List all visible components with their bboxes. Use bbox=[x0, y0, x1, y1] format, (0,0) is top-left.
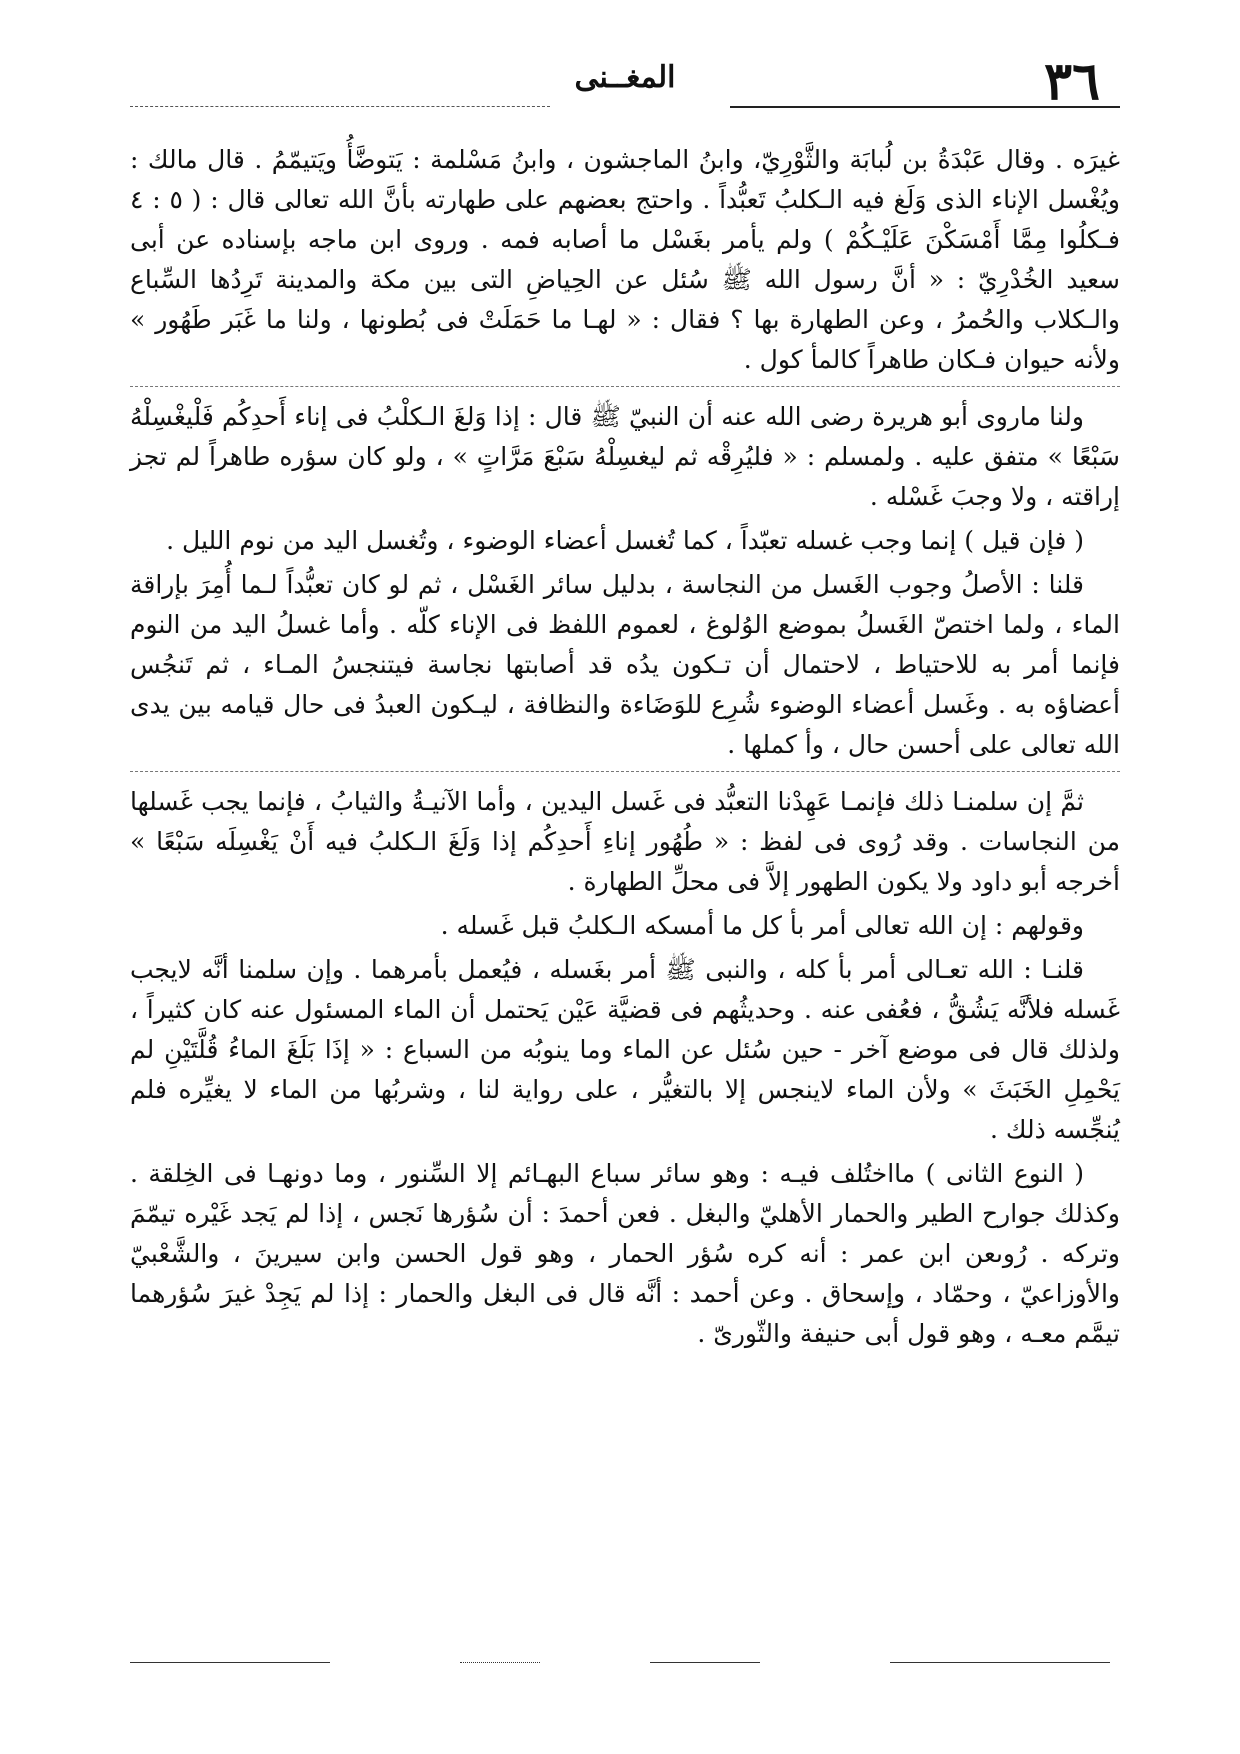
paragraph: قلنا : الأصلُ وجوب الغَسل من النجاسة ، بدليل سائر الغَسْل ، ثم لو كان تعبُّداً لـما أُمِرَ بإراقة الماء ، ولما اختصّ الغَسلُ بموضع الوُلوغ ، لعموم اللفظ فى الإناء كلّه . وأما غسلُ اليد من النوم فإنما أمر به للاحتياط ، لاحتمال أن تـكون يدُه قد أصابتها نجاسة فيتنجسُ المـاء ، ثم تَنجُس أعضاؤه به . وغَسل أعضاء الوضوء شُرِع للوَضَاءة والنظافة ، ليـكون العبدُ فى حال قيامه بين يدى الله تعالى على أحسن حال ، وأ كملها . bbox=[130, 570, 1120, 759]
page-number: ٣٦ bbox=[1044, 51, 1100, 112]
footer-rule bbox=[890, 1662, 1110, 1663]
paragraph: ثمَّ إن سلمنـا ذلك فإنمـا عَهِدْنا التعبُّد فى غَسل اليدين ، وأما الآنيـةُ والثيابُ ، فإنما يجب غَسلها من النجاسات . وقد رُوى فى لفظ : « طُهُور إناءِ أَحدِكُم إذا وَلَغَ الـكلبُ فيه أَنْ يَغْسِلَه سَبْعًا » أخرجه أبو داود ولا يكون الطهور إلاَّ فى محلِّ الطهارة . bbox=[130, 787, 1120, 896]
page-footer bbox=[130, 1662, 1120, 1672]
paragraph: قلنـا : الله تعـالى أمر بأ كله ، والنبى ﷺ أمر بغَسله ، فيُعمل بأمرهما . وإن سلمنا أنَّه لايجب غَسله فلأنَّه يَشُقُّ ، فعُفى عنه . وحديثُهم فى قضيَّة عَيْن يَحتمل أن الماء المسئول عنه كان كثيراً ، ولذلك قال فى موضع آخر - حين سُئل عن الماء وما ينوبُه من السباع : « إذَا بَلَغَ الماءُ قُلَّتَيْنِ لم يَحْمِلِ الخَبَثَ » ولأن الماء لاينجس إلا بالتغيُّر ، على رواية لنا ، وشربُها من الماء لا يغيِّره فلم يُنجِّسه ذلك . bbox=[130, 955, 1120, 1144]
header-rule bbox=[130, 106, 550, 107]
paragraph: غيرَه . وقال عَبْدَةُ بن لُبابَة والثَّوْرِيّ، وابنُ الماجشون ، وابنُ مَسْلمة : يَتوضَّأُ ويَتيمّمُ . قال مالك : ويُغْسل الإناء الذى وَلَغ فيه الـكلبُ تَعبُّداً . واحتج بعضهم على طهارته بأنَّ الله تعالى قال : ( ٥ : ٤ فـكلُوا مِمَّا أَمْسَكْنَ عَلَيْـكُمْ ) ولم يأمر بغَسْل ما أصابه فمه . وروى ابن ماجه بإسناده عن أبى سعيد الخُدْرِيّ : « أنَّ رسول الله ﷺ سُئل عن الحِياضِ التى بين مكة والمدينة تَرِدُها السِّباع والـكلاب والحُمرُ ، وعن الطهارة بها ؟ فقال : « لهـا ما حَمَلَتْ فى بُطونها ، ولنا ما غَبَر طَهُور » ولأنه حيوان فـكان طاهراً كالمأ كول . bbox=[130, 145, 1120, 374]
footer-rule bbox=[130, 1662, 330, 1663]
body-text bbox=[130, 140, 1120, 1358]
footer-rule bbox=[460, 1662, 540, 1663]
paragraph: وقولهم : إن الله تعالى أمر بأ كل ما أمسكه الـكلبُ قبل غَسله . bbox=[440, 911, 1084, 940]
paragraph: ( النوع الثانى ) مااختُلف فيـه : وهو سائر سباع البهـائم إلا السِّنور ، وما دونهـا فى الخِلقة . وكذلك جوارح الطير والحمار الأهليّ والبغل . فعن أحمدَ : أن سُؤرها نَجس ، إذا لم يَجد غَيْره تيمّمَ وتركه . رُوىعن ابن عمر : أنه كره سُؤر الحمار ، وهو قول الحسن وابن سيرينَ ، والشَّعْبيّ والأوزاعيّ ، وحمّاد ، وإسحاق . وعن أحمد : أنَّه قال فى البغل والحمار : إذا لم يَجِدْ غيرَ سُؤرهما تيمَّم معـه ، وهو قول أبى حنيفة والثّورىّ . bbox=[130, 1159, 1120, 1348]
paragraph: ولنا ماروى أبو هريرة رضى الله عنه أن النبيّ ﷺ قال : إذا وَلغَ الـكلْبُ فى إناء أَحدِكُم فَلْيغْسِلْهُ سَبْعًا » متفق عليه . ولمسلم : « فليُرِقْه ثم ليغسِلْهُ سَبْعَ مَرَّاتٍ » ، ولو كان سؤره طاهراً لم تجز إراقته ، ولا وجبَ غَسْله . bbox=[130, 402, 1120, 511]
section-divider bbox=[130, 386, 1120, 387]
paragraph: ( فإن قيل ) إنما وجب غسله تعبّداً ، كما تُغسل أعضاء الوضوء ، وتُغسل اليد من نوم الليل . bbox=[166, 526, 1084, 555]
running-title: المغــنى bbox=[574, 60, 676, 95]
section-divider bbox=[130, 771, 1120, 772]
footer-rule bbox=[650, 1662, 760, 1663]
page-header bbox=[130, 52, 1120, 112]
